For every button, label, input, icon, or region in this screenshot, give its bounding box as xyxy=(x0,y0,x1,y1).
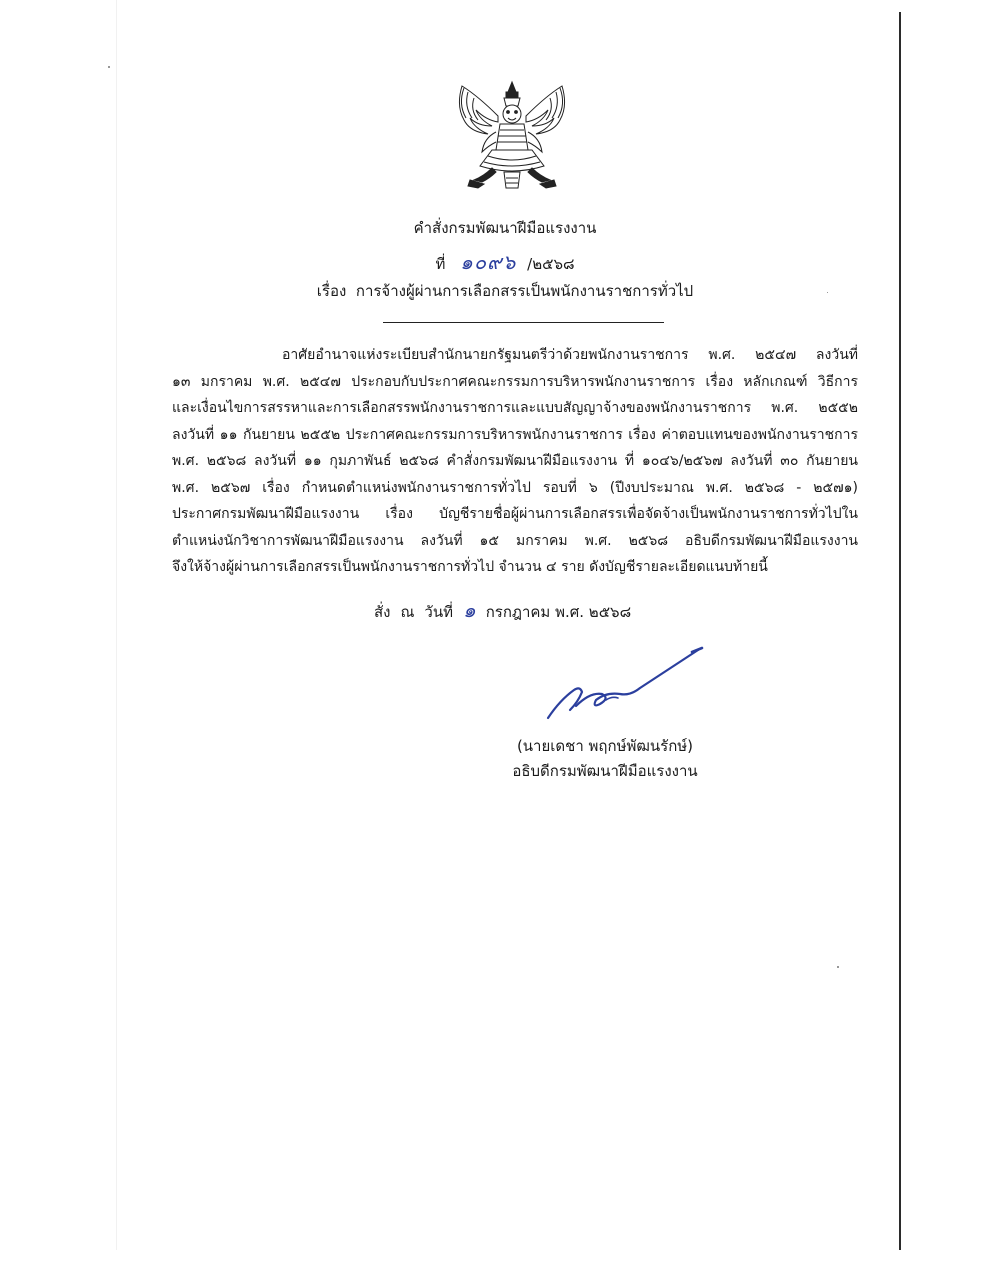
body-line: ตำแหน่งนักวิชาการพัฒนาฝีมือแรงงาน ลงวันที่ ๑๕ มกราคม พ.ศ. ๒๕๖๘ อธิบดีกรมพัฒนาฝีมือแรงงาน xyxy=(172,532,858,549)
scan-edge-right xyxy=(899,12,901,1250)
date-day-handwritten: ๑ xyxy=(462,598,476,622)
date-at: ณ xyxy=(400,603,415,621)
scan-speck xyxy=(108,66,110,68)
order-number-row xyxy=(200,252,810,274)
garuda-emblem-icon xyxy=(448,76,576,194)
heading-divider xyxy=(383,322,664,323)
scan-speck xyxy=(827,292,828,293)
date-month-year: กรกฎาคม พ.ศ. ๒๕๖๘ xyxy=(485,603,632,621)
scan-edge-left xyxy=(116,0,117,1250)
body-line: อาศัยอำนาจแห่งระเบียบสำนักนายกรัฐมนตรีว่าด้วยพนักงานราชการ พ.ศ. ๒๕๔๗ ลงวันที่ xyxy=(282,347,858,363)
body-line: ลงวันที่ ๑๑ กันยายน ๒๕๕๒ ประกาศคณะกรรมการบริหารพนักงานราชการ เรื่อง ค่าตอบแทนของพนักงานราชการ xyxy=(172,426,858,443)
subject-text: การจ้างผู้ผ่านการเลือกสรรเป็นพนักงานราชการทั่วไป xyxy=(355,282,694,300)
order-date xyxy=(374,597,631,625)
body-line: ประกาศกรมพัฒนาฝีมือแรงงาน เรื่อง บัญชีรายชื่อผู้ผ่านการเลือกสรรเพื่อจัดจ้างเป็นพนักงานราชการทั่วไปใน xyxy=(172,506,858,522)
scan-speck xyxy=(837,966,839,968)
body-line: พ.ศ. ๒๕๖๗ เรื่อง กำหนดตำแหน่งพนักงานราชการทั่วไป รอบที่ ๖ (ปีงบประมาณ พ.ศ. ๒๕๖๘ - ๒๕๗๑) xyxy=(172,479,858,496)
body-line: ๑๓ มกราคม พ.ศ. ๒๕๔๗ ประกอบกับประกาศคณะกรรมการบริหารพนักงานราชการ เรื่อง หลักเกณฑ์ วิธีการ xyxy=(172,373,858,390)
order-number-suffix: /๒๕๖๘ xyxy=(527,255,575,273)
signatory-name: (นายเดชา พฤกษ์พัฒนรักษ์) xyxy=(516,737,694,755)
handwritten-signature xyxy=(540,640,710,730)
order-number-handwritten: ๑๐๙๖ xyxy=(460,250,517,274)
date-prefix: สั่ง xyxy=(374,603,391,621)
order-number-prefix: ที่ xyxy=(435,255,446,273)
body-line: จึงให้จ้างผู้ผ่านการเลือกสรรเป็นพนักงานราชการทั่วไป จำนวน ๔ ราย ดังบัญชีรายละเอียดแนบท้ายนี้ xyxy=(172,559,768,575)
body-line: พ.ศ. ๒๕๖๘ ลงวันที่ ๑๑ กุมภาพันธ์ ๒๕๖๘ คำสั่งกรมพัฒนาฝีมือแรงงาน ที่ ๑๐๔๖/๒๕๖๗ ลงวันที่ ๓๐ กันยายน xyxy=(172,453,858,469)
subject-row xyxy=(200,281,810,301)
signatory-position: อธิบดีกรมพัฒนาฝีมือแรงงาน xyxy=(512,762,698,780)
date-day-label: วันที่ xyxy=(424,603,453,621)
order-title: คำสั่งกรมพัฒนาฝีมือแรงงาน xyxy=(413,219,597,237)
body-line: และเงื่อนไขการสรรหาและการเลือกสรรพนักงานราชการและแบบสัญญาจ้างของพนักงานราชการ พ.ศ. ๒๕๕๒ xyxy=(172,400,858,416)
order-body xyxy=(172,342,858,581)
subject-label: เรื่อง xyxy=(316,282,347,300)
